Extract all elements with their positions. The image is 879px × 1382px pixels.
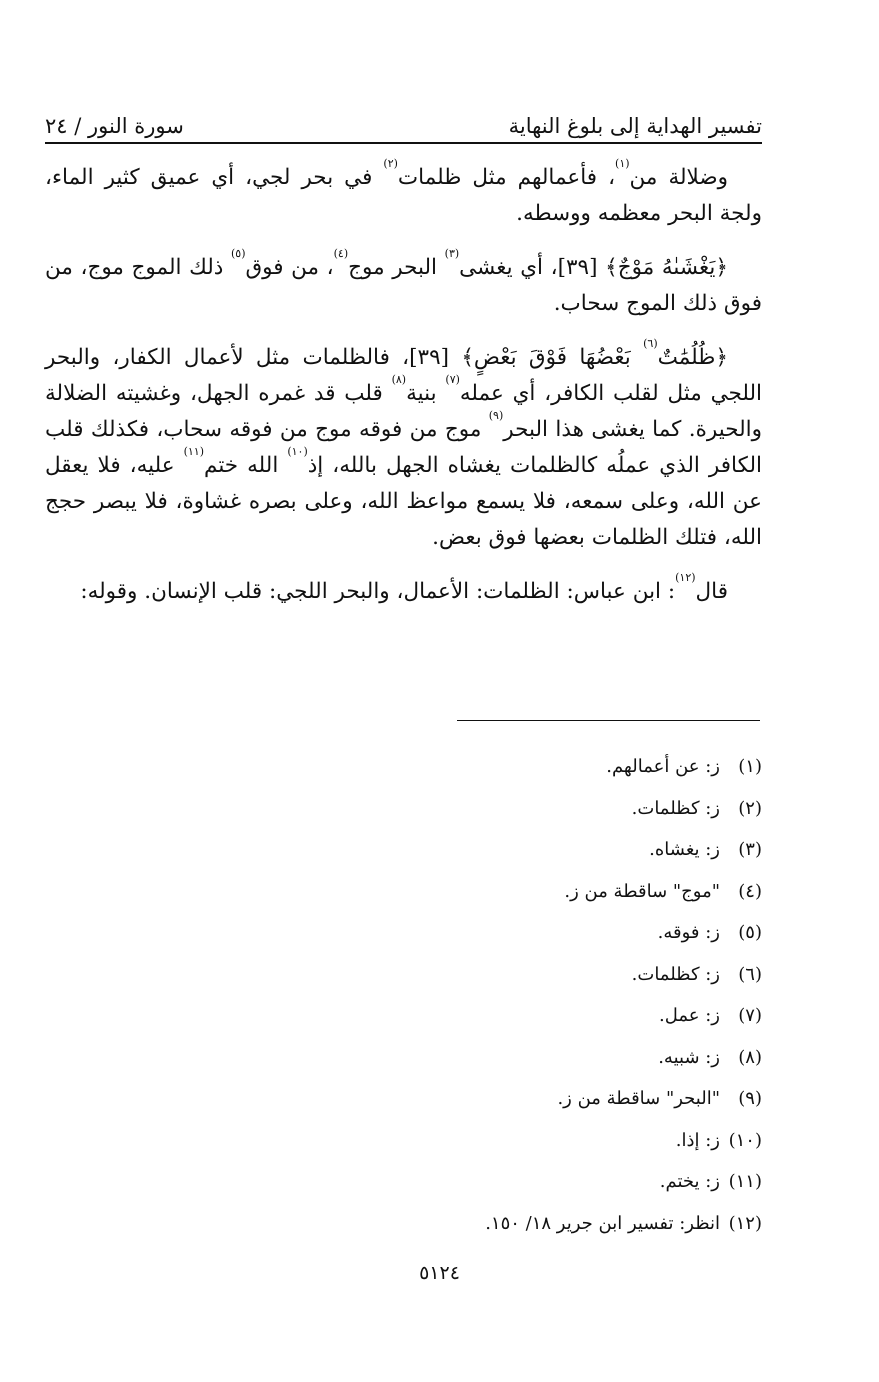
footnote-item (342, 1078, 762, 1120)
footnote-item (342, 871, 762, 913)
footnote-marker: (٢) (383, 157, 398, 170)
footnote-marker: (٦) (643, 337, 658, 350)
footnotes-list (342, 746, 762, 1244)
quran-verse: بَعْضُهَا فَوْقَ بَعْضٍ﴾ (461, 345, 644, 370)
footnote-marker: (٥) (230, 247, 246, 260)
text-run: بنية (406, 381, 446, 406)
footnote-text: انظر: تفسير ابن جرير ١٨/ ١٥٠. (485, 1212, 720, 1234)
footnote-marker: (٩) (488, 409, 504, 422)
footnote-number: (٨) (738, 1046, 762, 1068)
text-run: ذلك الموج موج، من فوق ذلك الموج سحاب. (45, 255, 762, 316)
footnote-number: (٥) (738, 922, 762, 943)
footnote-number: (٤) (738, 880, 762, 902)
footnote-marker: (٣) (444, 247, 460, 260)
text-run: وضلالة من (629, 165, 728, 190)
footnote-item (342, 829, 762, 871)
footnote-text: "البحر" ساقطة من ز. (557, 1088, 720, 1109)
footnote-number: (٢) (738, 797, 762, 819)
text-run: عليه، فلا يعقل عن الله، وعلى سمعه، فلا يسمع مواعظ الله، وعلى بصره غشاوة، فلا يبصر حجج الله، فتلك الظلمات بعضها فوق بعض. (45, 453, 762, 550)
footnote-marker: (١٢) (675, 571, 696, 584)
footnote-marker: (١) (615, 157, 630, 170)
body-paragraph (45, 247, 762, 322)
footnote-item (342, 995, 762, 1037)
text-run: [٣٩]، فالظلمات مثل لأعمال الكفار، والبحر اللجي مثل لقلب الكافر، أي عمله (45, 345, 763, 406)
footnote-text: ز: يغشاه. (649, 839, 720, 860)
body-paragraph (45, 337, 763, 556)
footnote-item (342, 912, 762, 954)
running-header (45, 98, 762, 138)
footnote-marker: (٤) (333, 247, 349, 260)
text-run: في بحر لجي، أي عميق كثير الماء، ولجة البحر معظمه ووسطه. (45, 165, 762, 226)
book-title: تفسير الهداية إلى بلوغ النهاية (508, 114, 762, 138)
footnote-text: ز: إذا. (675, 1129, 720, 1151)
footnote-text: ز: شبيه. (658, 1046, 720, 1068)
footnote-marker: (١١) (183, 445, 205, 458)
footnote-text: ز: عن أعمالهم. (606, 756, 720, 777)
page-number: ٥١٢٤ (419, 1262, 460, 1284)
text-run: : ابن عباس: الظلمات: الأعمال، والبحر اللجي: قلب الإنسان. وقوله: (80, 579, 676, 604)
text-run: قال (695, 579, 728, 604)
quran-verse: ﴿يَغْشَىٰهُ مَوْجٌ﴾ (605, 255, 728, 280)
footnote-item (342, 788, 762, 830)
footnote-number: (١٢) (728, 1212, 762, 1234)
footnote-item (342, 954, 762, 996)
main-text (45, 157, 763, 610)
footnote-text: ز: فوقه. (657, 922, 720, 943)
footnote-number: (٦) (738, 963, 762, 985)
footnote-text: ز: عمل. (659, 1005, 720, 1026)
footnote-number: (١١) (728, 1171, 762, 1192)
footnote-number: (٣) (738, 839, 762, 860)
header-divider (45, 142, 762, 144)
footnote-number: (٩) (738, 1088, 762, 1109)
footnote-item (342, 1161, 762, 1203)
text-run: قلب قد غمره الجهل، وغشيته الضلالة والحيرة. كما يغشى هذا البحر (45, 381, 762, 442)
body-paragraph (45, 157, 762, 232)
footnote-text: ز: كظلمات. (631, 797, 720, 819)
text-run: [٣٩]، أي يغشى (459, 255, 606, 280)
footnote-marker: (٨) (391, 373, 407, 386)
footnote-marker: (١٠) (287, 445, 308, 458)
quran-verse: ﴿ظُلُمَٰتٌ (657, 345, 728, 370)
footnote-item (342, 1203, 762, 1245)
footnote-text: ز: يختم. (659, 1171, 720, 1192)
text-run: البحر موج (348, 255, 445, 280)
footnote-text: "موج" ساقطة من ز. (564, 880, 720, 902)
footnote-divider (457, 720, 760, 721)
footnote-number: (١٠) (728, 1129, 762, 1151)
body-paragraph (45, 571, 762, 610)
surah-reference: سورة النور / ٢٤ (45, 114, 184, 138)
text-run: ، من فوق (245, 255, 334, 280)
footnote-marker: (٧) (445, 373, 460, 386)
footnote-item (342, 1037, 762, 1079)
text-run: الله ختم (204, 453, 288, 478)
footnote-number: (٧) (738, 1005, 762, 1026)
text-run: ، فأعمالهم مثل ظلمات (397, 165, 616, 190)
footnote-item (342, 746, 762, 788)
footnote-text: ز: كظلمات. (631, 963, 720, 985)
text-run: موج من فوقه موج من فوقه سحاب، فكذلك قلب الكافر الذي عملُه كالظلمات يغشاه الجهل بالله، إذ (45, 417, 762, 478)
footnote-item (342, 1120, 762, 1162)
footnote-number: (١) (738, 756, 762, 777)
